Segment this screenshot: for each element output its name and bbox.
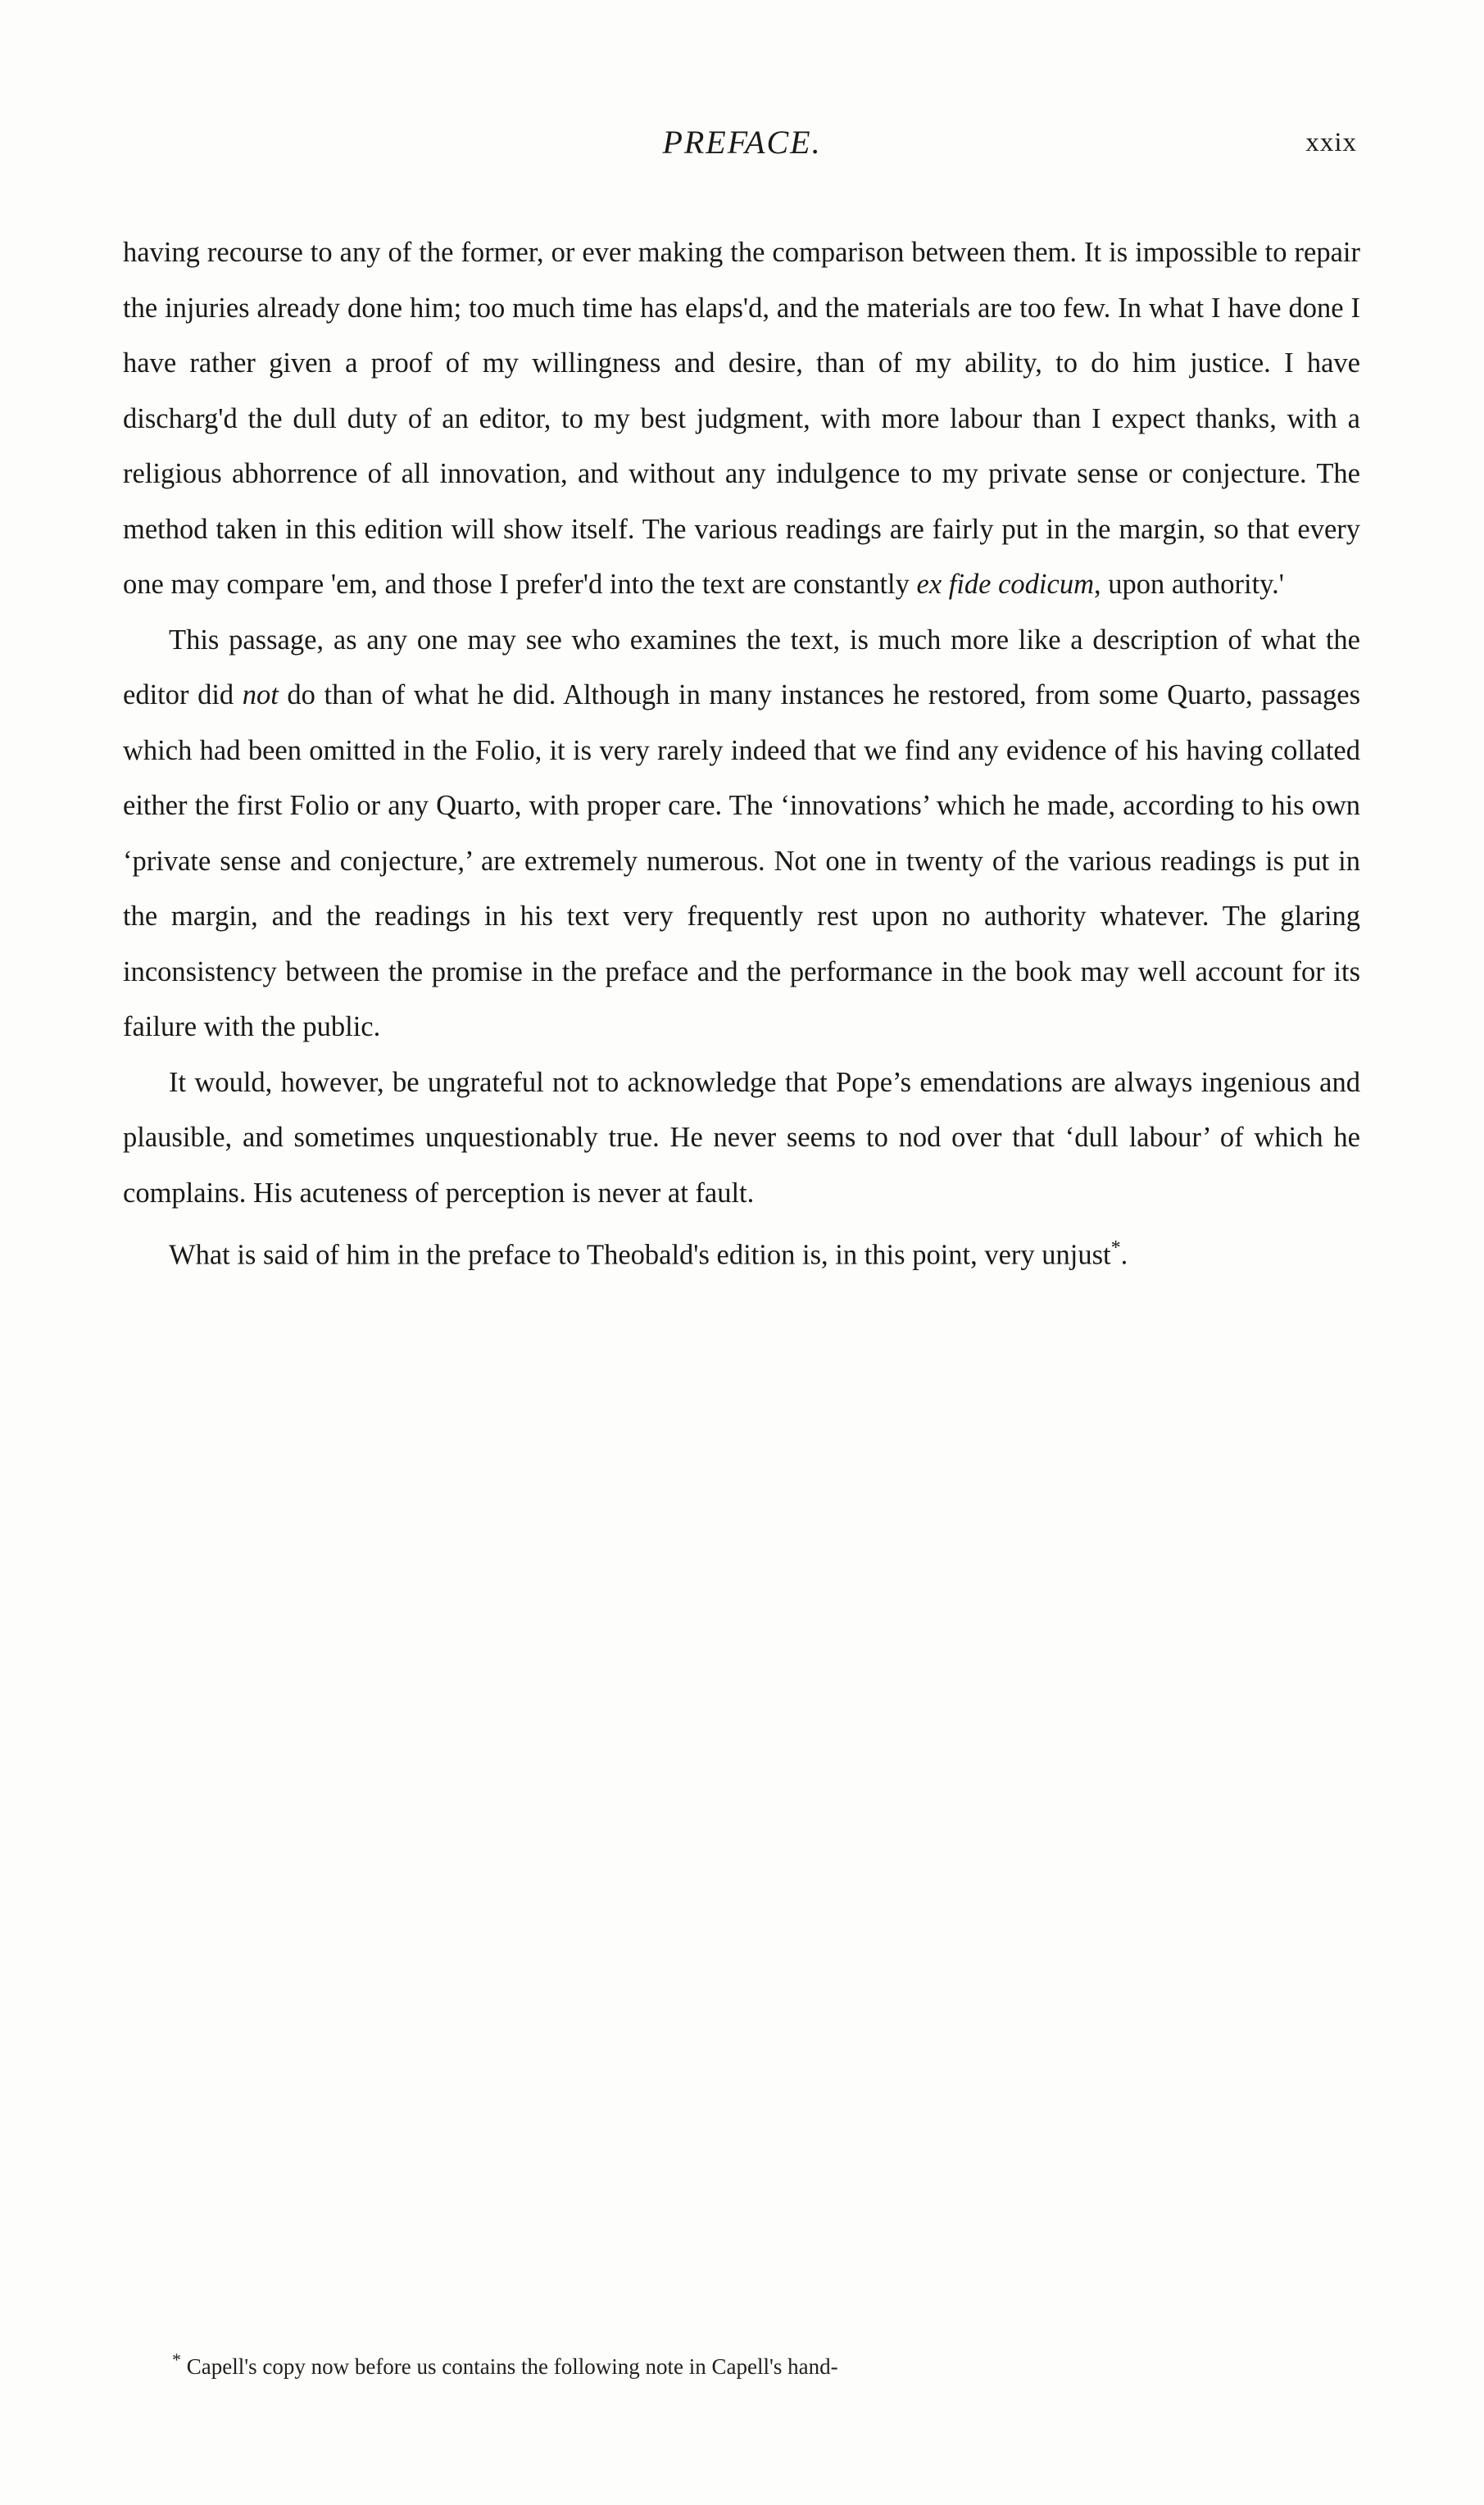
paragraph-para-it-would (123, 1055, 1360, 1222)
italic-phrase: not (242, 679, 279, 710)
text-run: It would, however, be ungrateful not to acknowledge that Pope’s emendations are always ingenious and plausible, and sometimes unquestionably true. He never seems to nod over that ‘dull labour’ of which he complains. His acuteness of perception is never at fault. (123, 1066, 1360, 1209)
text-run: This passage, as any one may see who examines the text, is much more like a description of what the editor did (123, 624, 1360, 710)
text-run: What is said of him in the preface to Theobald's edition is, in this point, very unjust (169, 1239, 1111, 1271)
paragraph-para-what-is-said (123, 1221, 1360, 1283)
page-header (127, 123, 1357, 172)
body-text (123, 225, 1360, 1283)
italic-phrase: ex fide codicum (916, 569, 1094, 600)
text-run: , upon authority.' (1093, 569, 1285, 600)
paragraph-para-this-passage (123, 613, 1360, 1055)
page-number: xxix (1305, 128, 1357, 157)
page-title: PREFACE. (662, 124, 822, 161)
footnote-marker: * (172, 2349, 181, 2370)
footnote-text: Capell's copy now before us contains the following note in Capell's hand- (186, 2354, 838, 2379)
text-run: having recourse to any of the former, or ever making the comparison between them. It is impossible to repair the injuries already done him; too much time has elaps'd, and the materials are too few. In what I have done I have rather given a proof of my willingness and desire, than of my ability, to do him justice. I have discharg'd the dull duty of an editor, to my best judgment, with more labour than I expect thanks, with a religious abhorrence of all innovation, and without any indulgence to my private sense or conjecture. The method taken in this edition will show itself. The various readings are fairly put in the margin, so that every one may compare 'em, and those I prefer'd into the text are constantly (123, 237, 1360, 600)
paragraph-para-quotation-continued (123, 225, 1360, 613)
text-run: do than of what he did. Although in many instances he restored, from some Quarto, passages which had been omitted in the Folio, it is very rarely indeed that we find any evidence of his having collated either the first Folio or any Quarto, with proper care. The ‘innovations’ which he made, according to his own ‘private sense and conjecture,’ are extremely numerous. Not one in twenty of the various readings is put in the margin, and the readings in his text very frequently rest upon no authority whatever. The glaring inconsistency between the promise in the preface and the performance in the book may well account for its failure with the public. (123, 679, 1360, 1042)
footnote-reference: * (1110, 1237, 1121, 1259)
footnote (123, 2344, 1360, 2383)
text-run: . (1120, 1239, 1128, 1271)
